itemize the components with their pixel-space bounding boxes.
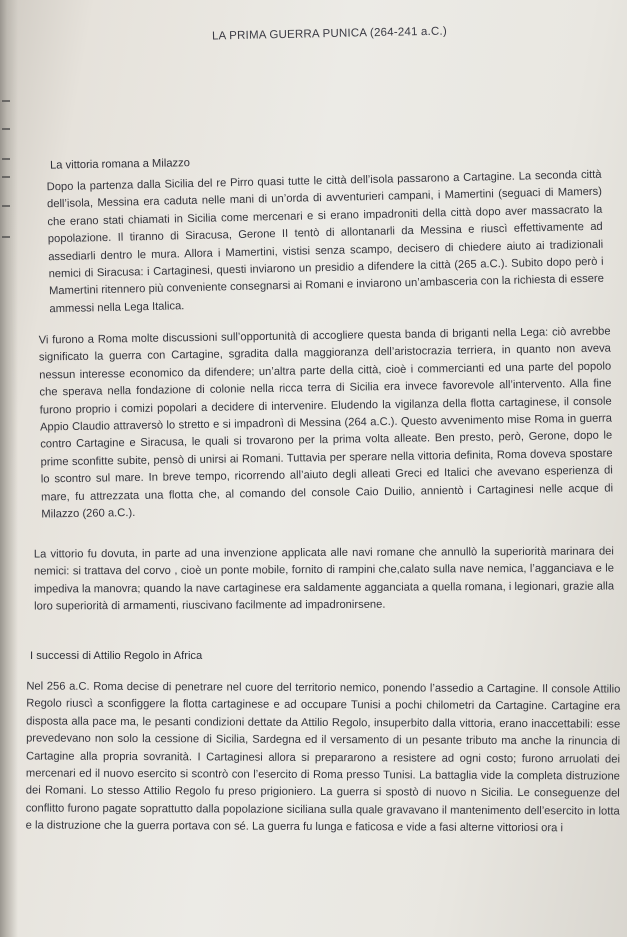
paragraph: Nel 256 a.C. Roma decise di penetrare nel cuore del territorio nemico, ponendo l’assedio a Cartagine. Il console Attilio Regolo riuscì a sconfiggere la flotta cartaginese e ad occupare Tunisi a pochi chilometri da Cartagine. Cartagine era disposta alla pace ma, le pesanti condizioni dettate da Attilio Regolo, insuperbito dalla vittoria, erano inaccettabili: esse prevedevano non solo la cessione di Sicilia, Sardegna ed il versamento di un pesante tributo ma anche la rinuncia di Cartagine alla propria sovranità. I Cartaginesi allora si prepararono a resistere ad ogni costo; furono arruolati dei mercenari ed il nuovo esercito si scontrò con l’esercito di Roma presso Tunisi. La battaglia vide la completa distruzione dei Romani. Lo stesso Attilio Regolo fu preso prigioniero. La guerra si spostò di nuovo n Sicilia. Le conseguenze del conflitto furono pagate soprattutto dalla popolazione siciliana sulla quale gravavano il mantenimento dell’esercito in lotta e la distruzione che la guerra portava con sé. La guerra fu lunga e faticosa e vide a fasi alterne vittoriosi ora i [25, 680, 621, 835]
binder-hole [2, 205, 10, 207]
binder-hole [2, 128, 10, 130]
paragraph: Vi furono a Roma molte discussioni sull’opportunità di accogliere questa banda di briganti nella Lega: ciò avrebbe significato la guerra con Cartagine, sgradita dalla maggioranza dell’aristocrazia terriera, in quanto non aveva nessun interesse economico da difendere; un’altra parte della città, cioè i commercianti ed una parte del popolo che sperava nella fondazione di colonie nella ricca terra di Sicilia era invece favorevole all’intervento. Alla fine furono proprio i comizi popolari a decidere di intervenire. Eludendo la vigilanza della flotta cartaginese, il console Appio Claudio attraversò lo stretto e si impadronì di Messina (264 a.C.). Questo avvenimento mise Roma in guerra contro Cartagine e Siracusa, le quali si trovarono per la prima volta alleate. Ben presto, però, Gerone, dopo le prime sconfitte subite, pensò di unirsi ai Romani. Tuttavia per sperare nella vittoria definita, Roma doveva spostare lo scontro sul mare. In breve tempo, ricorrendo all’aiuto degli alleati Greci ed Italici che avevano esperienza di mare, fu attrezzata una flotta che, al comando del console Caio Duilio, annientò i Cartaginesi nelle acque di Milazzo (260 a.C.). [38, 325, 614, 521]
paragraph: La vittorio fu dovuta, in parte ad una invenzione applicata alle navi romane che annullò la superiorità marinara dei nemici: si trattava del corvo , cioè un ponte mobile, fornito di rampini che,calato sulla nave nemica, l’agganciava e le impediva la manovra; quando la nave cartaginese era saldamente agganciata a quella romana, i legionari, grazie alla loro superiorità di armamenti, riuscivano facilmente ad impadronirsene. [33, 545, 615, 613]
section-heading: La vittoria romana a Milazzo [49, 157, 191, 172]
binder-hole [2, 100, 10, 102]
binder-hole [2, 236, 10, 238]
binder-hole [2, 176, 10, 178]
page-title: LA PRIMA GUERRA PUNICA (264-241 a.C.) [211, 25, 448, 43]
paragraph: Dopo la partenza dalla Sicilia del re Pirro quasi tutte le città dell’isola passarono a Cartagine. La seconda città dell’isola, Messina era caduta nelle mani di un’orda di avventurieri campani, i Mamertini (seguaci di Mamers) che erano stati chiamati in Sicilia come mercenari e si erano impadroniti della città dopo aver massacrato la popolazione. Il tiranno di Siracusa, Gerone II tentò di allontanarli da Messina e riuscì effettivamente ad assediarli dentro le mura. Allora i Mamertini, vistisi senza scampo, decisero di chiedere aiuto ai tradizionali nemici di Siracusa: i Cartaginesi, questi inviarono un presidio a difendere la città (265 a.C.). Subito dopo però i Mamertini ritennero più conveniente consegnarsi ai Romani e inviarono un’ambasceria con la richiesta di essere ammessi nella Lega Italica. [46, 168, 605, 316]
binder-hole [2, 158, 10, 160]
binder-edge [0, 0, 18, 937]
section-heading: I successi di Attilio Regolo in Africa [30, 650, 203, 662]
